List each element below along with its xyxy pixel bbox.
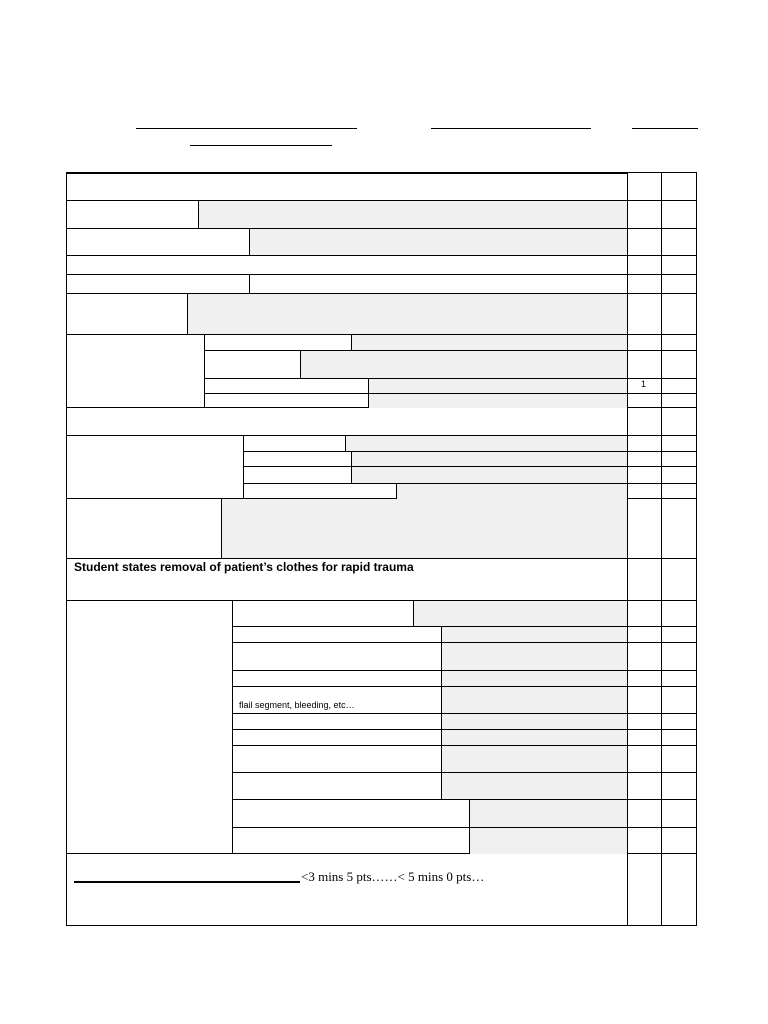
date-blank-line[interactable] (431, 128, 591, 129)
time-scoring-row (67, 854, 627, 925)
patients-row (67, 275, 627, 294)
rapid-trauma-group (67, 601, 627, 854)
circulation-row (67, 499, 627, 559)
header-row (67, 173, 627, 201)
scene-row (67, 201, 627, 229)
points-value: 1 (641, 379, 647, 389)
time-scoring-text: <3 mins 5 pts……< 5 mins 0 pts… (301, 869, 485, 884)
clothes-removal-row (67, 559, 627, 601)
c-spine-row (67, 294, 627, 335)
bsi-row (67, 229, 627, 256)
airway-breathing-group (67, 436, 627, 499)
skills-evaluation-table (66, 172, 697, 926)
initial-assessment-group (67, 335, 627, 408)
score-blank-line[interactable] (632, 128, 698, 129)
evaluator-blank-line[interactable] (190, 145, 332, 146)
time-blank-line[interactable] (74, 881, 300, 883)
name-blank-line[interactable] (136, 128, 357, 129)
clothes-removal-text: Student states removal of patient’s clothes for rapid trauma (74, 560, 414, 574)
chest-detail-text: flail segment, bleeding, etc… (239, 700, 355, 710)
priority-row (67, 408, 627, 436)
moi-row (67, 256, 627, 275)
